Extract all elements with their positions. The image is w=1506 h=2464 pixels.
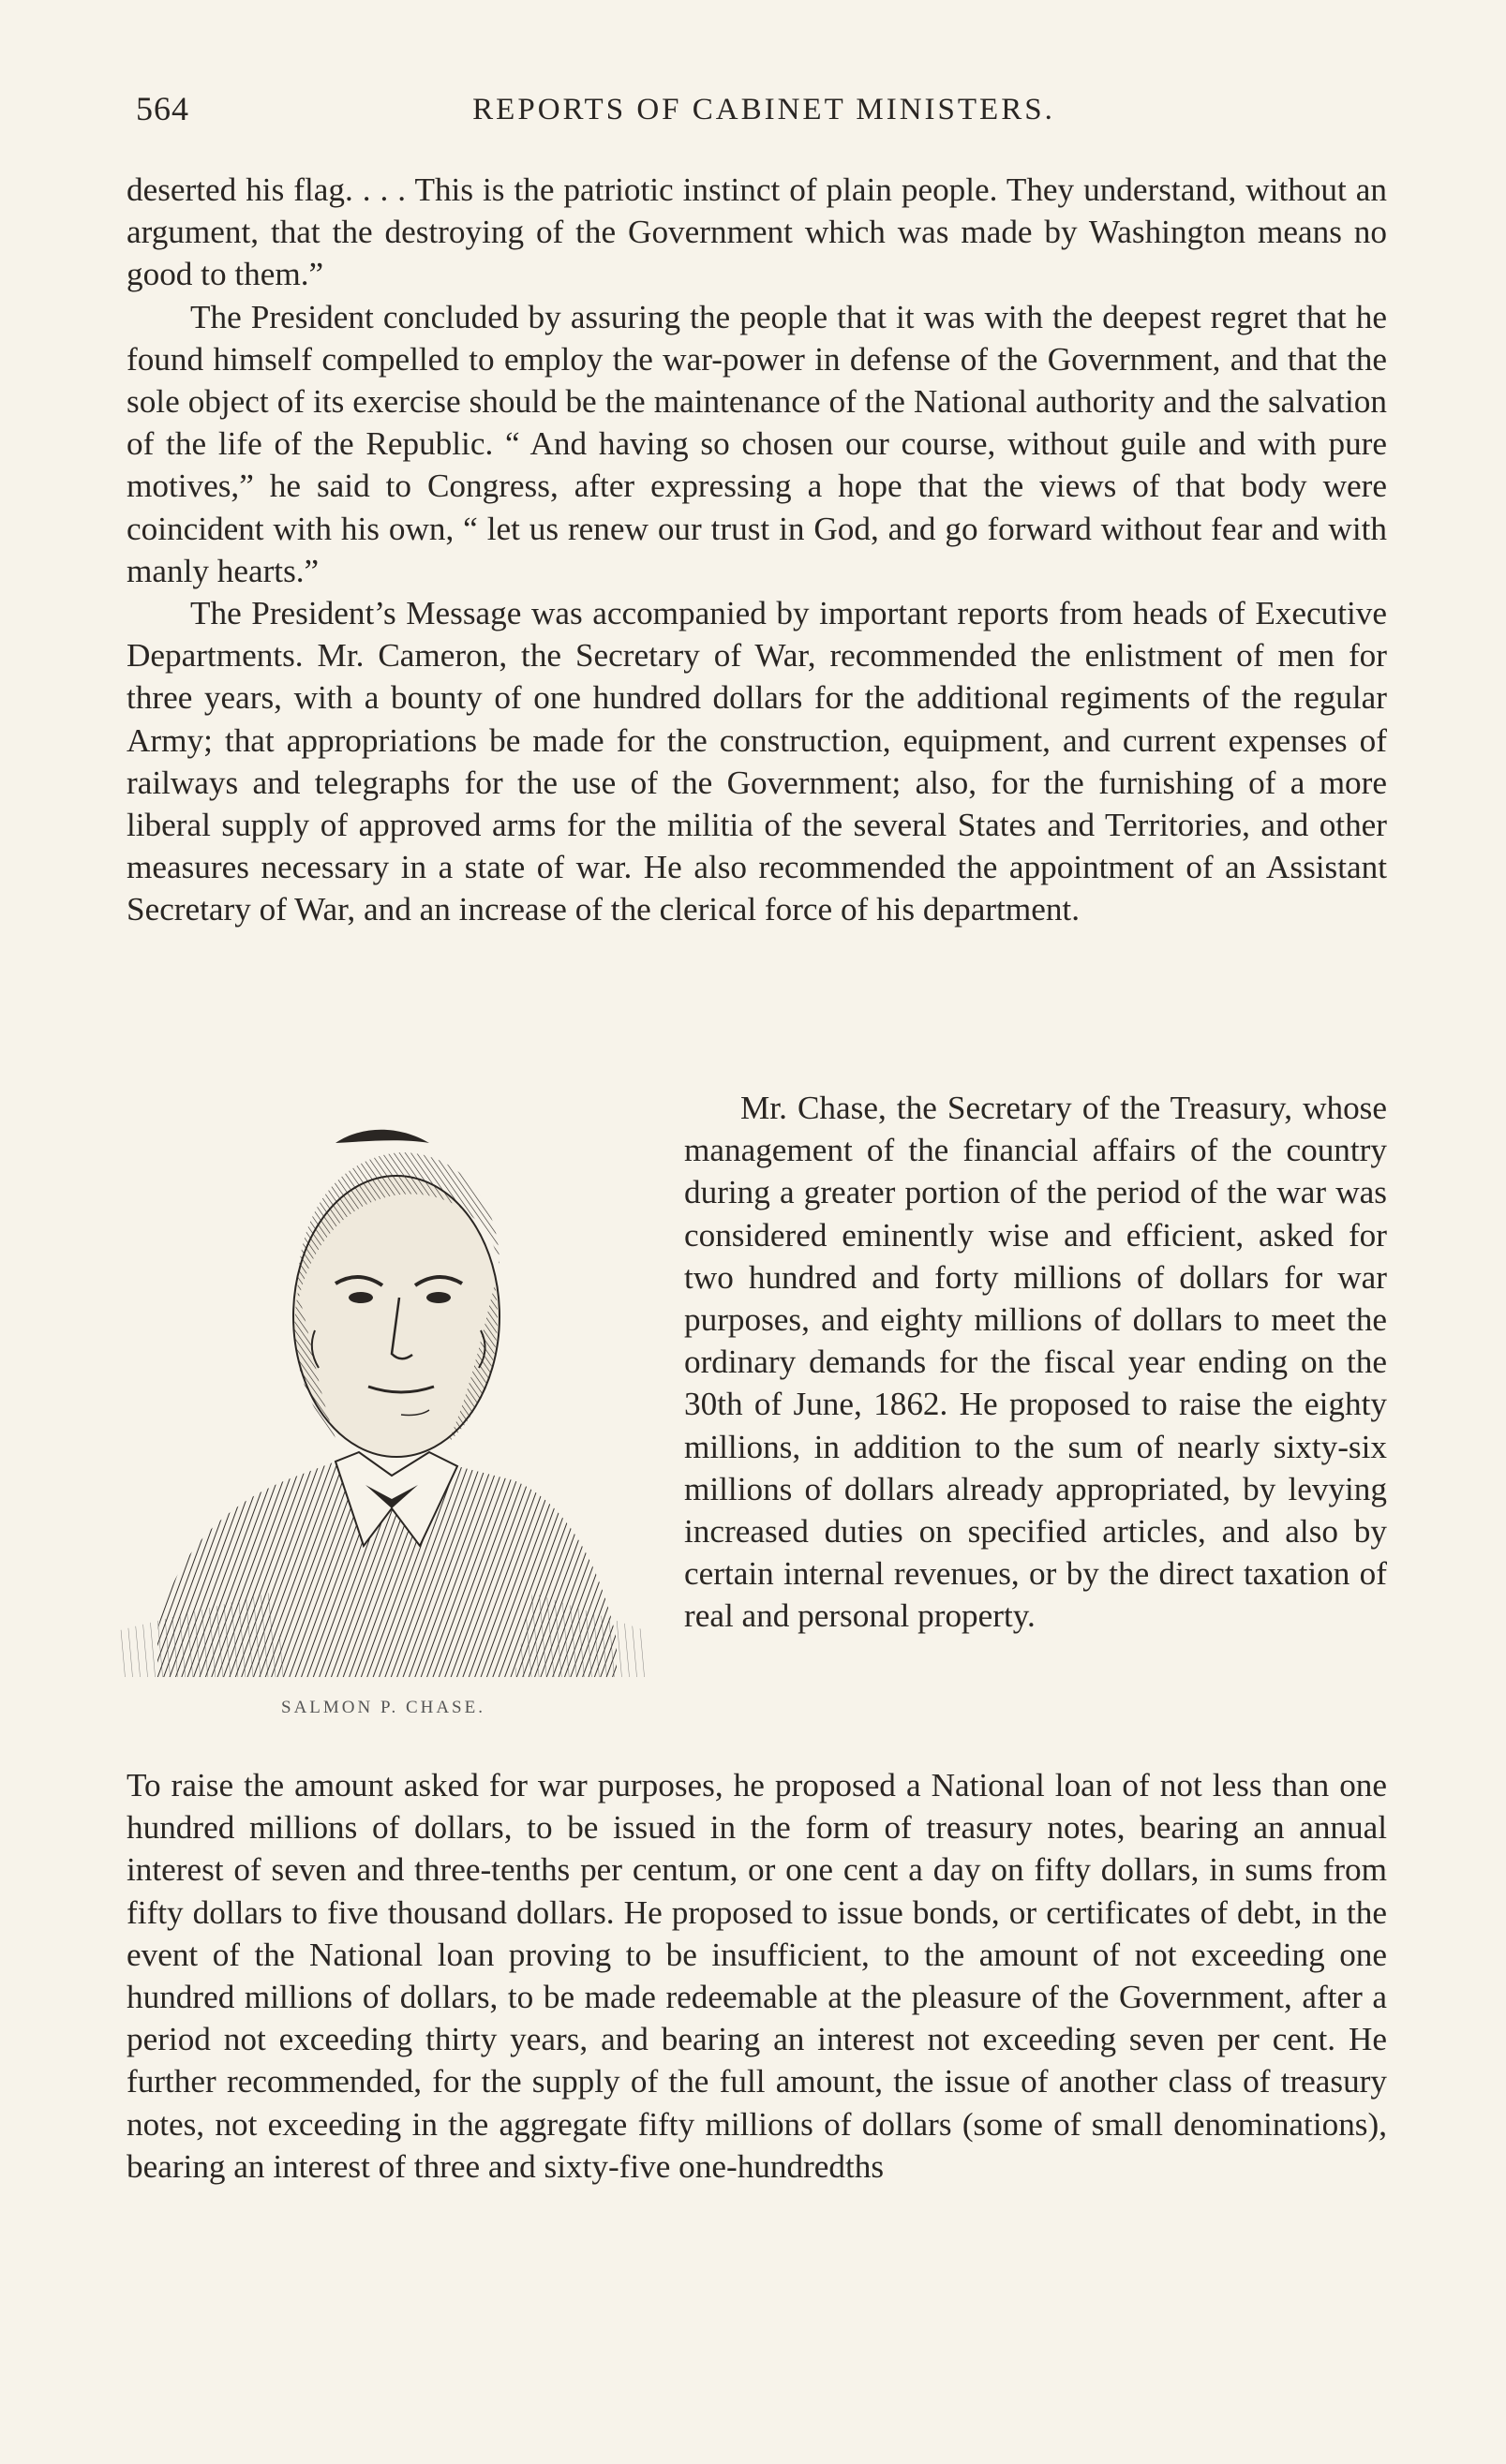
paragraph: deserted his flag. . . . This is the patriotic instinct of plain people. They understand, without an argument, that the destroying of the Government which was made by Washington means no good to them.”: [127, 171, 1387, 293]
portrait-caption: SALMON P. CHASE.: [281, 1698, 485, 1717]
portrait-illustration: [120, 1106, 645, 1686]
page-number: 564: [136, 90, 189, 127]
wrapped-text: [684, 1087, 1387, 1638]
paragraph: To raise the amount asked for war purposes, he proposed a National loan of not less than one hundred millions of dollars, to be issued in the form of treasury notes, bearing an annual interest of seven and three-tenths per centum, or one cent a day on fifty dollars, in sums from fifty dollars to five thousand dollars. He proposed to issue bonds, or certificates of debt, in the event of the National loan proving to be insufficient, to the amount of not exceeding one hundred millions of dollars, to be made redeemable at the pleasure of the Government, after a period not exceeding thirty years, and bearing an interest not exceeding seven per cent. He further recommended, for the supply of the full amount, the issue of another class of treasury notes, not exceeding in the aggregate fifty millions of dollars (some of small denominations), bearing an interest of three and sixty-five one-hundredths: [127, 1767, 1387, 2185]
bottom-text: [127, 1764, 1387, 2188]
portrait-engraving: [120, 1106, 645, 1686]
paragraph: The President concluded by assuring the people that it was with the deepest regret that he found himself compelled to employ the war-power in defense of the Government, and that the sole object of its exercise should be the maintenance of the National authority and the salvation of the life of the Republic. “ And having so chosen our course, without guile and with pure motives,” he said to Congress, after expressing a hope that the views of that body were coincident with his own, “ let us renew our trust in God, and go forward without fear and with manly hearts.”: [127, 298, 1387, 589]
paragraph: The President’s Message was accompanied by important reports from heads of Executive Departments. Mr. Cameron, the Secretary of War, recommended the enlistment of men for three years, with a bounty of one hundred dollars for the additional regiments of the regular Army; that appropriations be made for the construction, equipment, and current expenses of railways and telegraphs for the use of the Government; also, for the furnishing of a more liberal supply of approved arms for the militia of the several States and Territories, and other measures necessary in a state of war. He also recommended the appointment of an Assistant Secretary of War, and an increase of the clerical force of his department.: [127, 595, 1387, 928]
top-text: [127, 169, 1387, 931]
paragraph: Mr. Chase, the Secretary of the Treasury, whose management of the financial affairs of the country during a greater portion of the period of the war was considered eminently wise and efficient, asked for two hundred and forty millions of dollars for war purposes, and eighty millions of dollars to meet the ordinary demands for the fiscal year ending on the 30th of June, 1862. He proposed to raise the eighty millions, in addition to the sum of nearly sixty-six millions of dollars already appropriated, by levying increased duties on specified articles, and also by certain internal revenues, or by the direct taxation of real and personal property.: [684, 1090, 1387, 1635]
page-header: [136, 89, 1392, 136]
running-head: REPORTS OF CABINET MINISTERS.: [472, 93, 1055, 126]
